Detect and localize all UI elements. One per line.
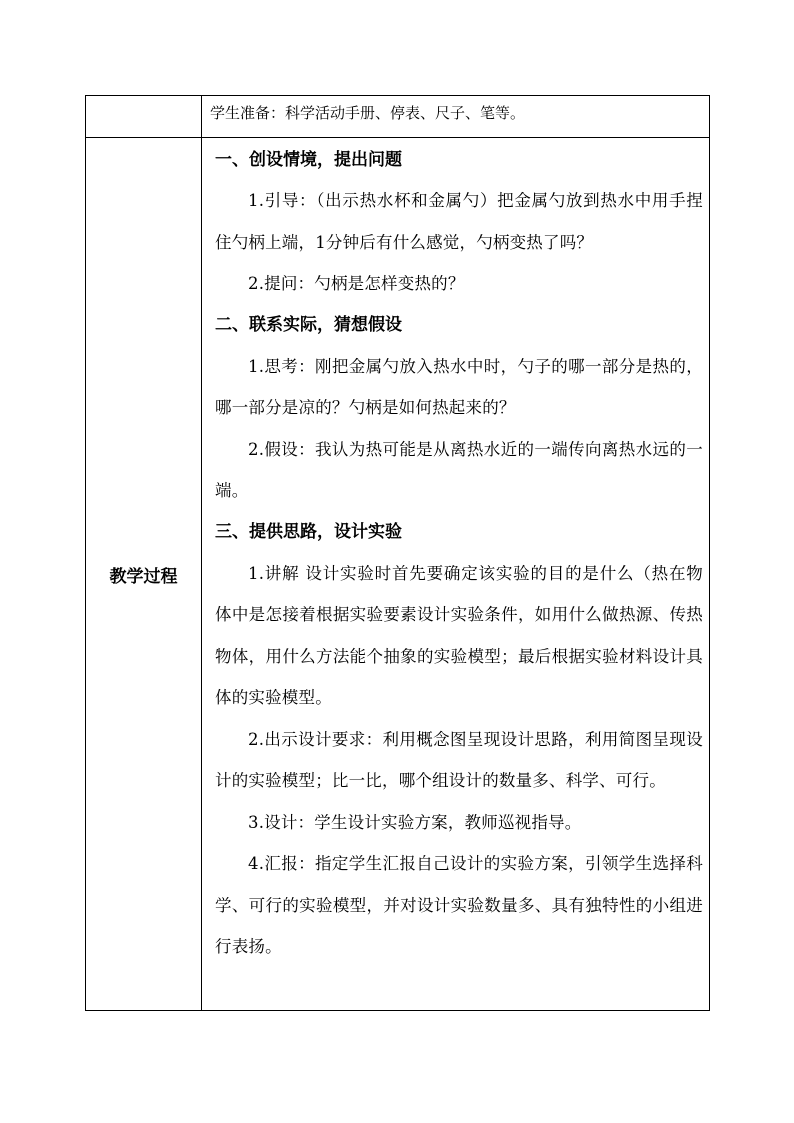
paragraph: 2.提问：勺柄是怎样变热的？ bbox=[248, 274, 465, 293]
section-2 bbox=[215, 305, 703, 512]
paragraph: 1.引导：（出示热水杯和金属勺）把金属勺放到热水中用手捏住勺柄上端，1分钟后有什么感觉，勺柄变热了吗？ bbox=[215, 191, 703, 252]
teaching-process-label: 教学过程 bbox=[86, 138, 202, 1011]
teaching-process-content bbox=[202, 138, 710, 1011]
paragraph: 2.出示设计要求：利用概念图呈现设计思路，利用简图呈现设计的实验模型；比一比，哪个组设计的数量多、科学、可行。 bbox=[215, 729, 703, 790]
section-heading: 一、创设情境，提出问题 bbox=[215, 149, 402, 170]
preparation-text: 学生准备：科学活动手册、停表、尺子、笔等。 bbox=[210, 104, 526, 122]
section-1 bbox=[215, 139, 703, 305]
section-heading: 三、提供思路，设计实验 bbox=[215, 522, 402, 542]
preparation-label-cell bbox=[86, 96, 202, 138]
paragraph: 2.假设：我认为热可能是从离热水近的一端传向离热水远的一端。 bbox=[215, 439, 703, 500]
section-heading: 二、联系实际，猜想假设 bbox=[215, 315, 402, 335]
preparation-content-cell bbox=[202, 96, 710, 138]
section-3 bbox=[215, 512, 703, 968]
paragraph: 1.讲解 设计实验时首先要确定该实验的目的是什么（热在物体中是怎接着根据实验要素设计实验条件，如用什么做热源、传热物体，用什么方法能个抽象的实验模型；最后根据实验材料设计具体的实验模型。 bbox=[215, 563, 703, 707]
preparation-row bbox=[86, 96, 710, 138]
paragraph: 4.汇报：指定学生汇报自己设计的实验方案，引领学生选择科学、可行的实验模型，并对设计实验数量多、具有独特性的小组进行表扬。 bbox=[215, 854, 703, 956]
paragraph: 3.设计：学生设计实验方案，教师巡视指导。 bbox=[248, 812, 582, 832]
paragraph: 1.思考：刚把金属勺放入热水中时，勺子的哪一部分是热的，哪一部分是凉的？勺柄是如何热起来的？ bbox=[215, 356, 703, 417]
teaching-process-row bbox=[86, 138, 710, 1011]
lesson-plan-table bbox=[85, 95, 710, 1011]
